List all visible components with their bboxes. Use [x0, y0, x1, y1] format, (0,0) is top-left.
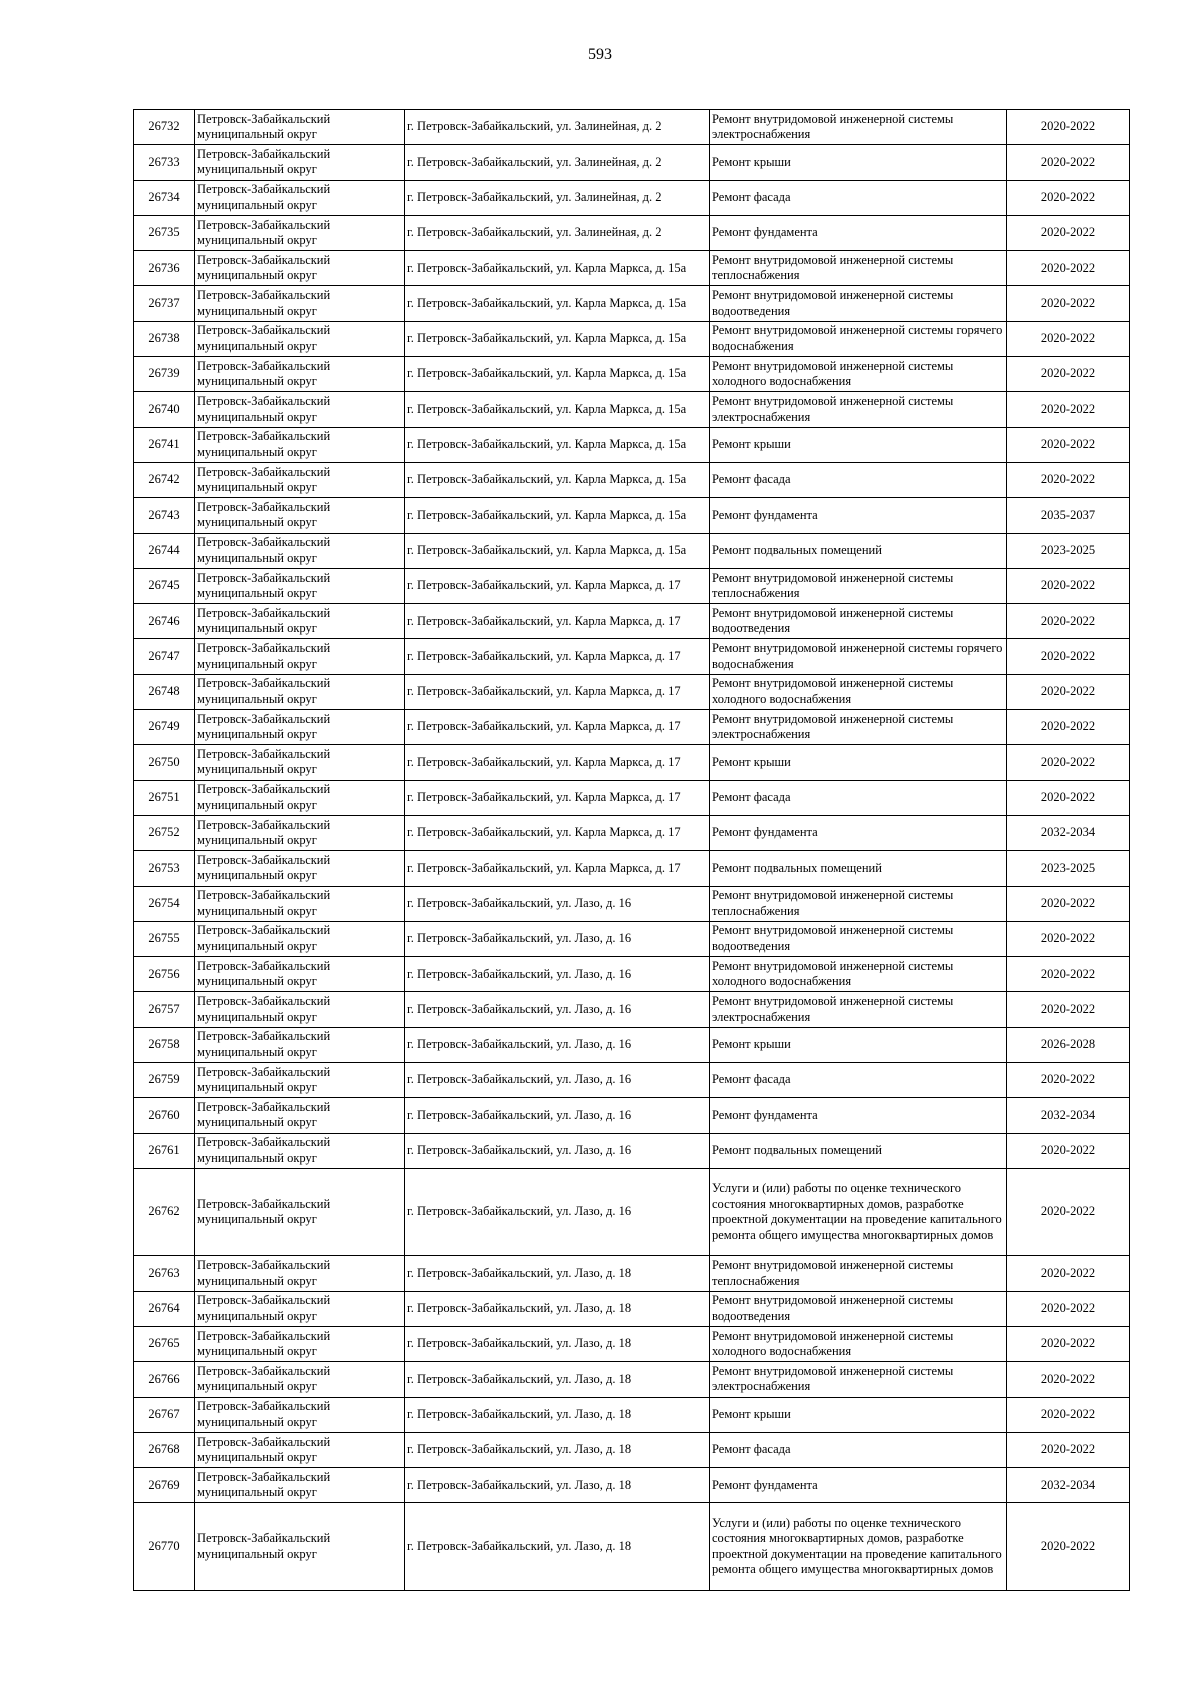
- table-body: [134, 110, 1130, 1591]
- table-row: [134, 604, 1130, 639]
- work-type-cell: Ремонт внутридомовой инженерной системы холодного водоснабжения: [710, 1327, 1007, 1362]
- table-row: [134, 1397, 1130, 1432]
- address-cell: г. Петровск-Забайкальский, ул. Залинейная, д. 2: [405, 215, 710, 250]
- municipality-cell: Петровск-Забайкальский муниципальный округ: [195, 321, 405, 356]
- table-row: [134, 639, 1130, 674]
- work-type-cell: Ремонт внутридомовой инженерной системы водоотведения: [710, 286, 1007, 321]
- address-cell: г. Петровск-Забайкальский, ул. Карла Маркса, д. 17: [405, 674, 710, 709]
- period-cell: 2020-2022: [1007, 604, 1130, 639]
- row-number: 26751: [134, 780, 195, 815]
- period-cell: 2020-2022: [1007, 1256, 1130, 1291]
- work-type-cell: Услуги и (или) работы по оценке технического состояния многоквартирных домов, разработке проектной документации на проведение капитального ремонта общего имущества многоквартирных домов: [710, 1168, 1007, 1256]
- work-type-cell: Ремонт внутридомовой инженерной системы электроснабжения: [710, 992, 1007, 1027]
- period-cell: 2020-2022: [1007, 321, 1130, 356]
- period-cell: 2020-2022: [1007, 1168, 1130, 1256]
- table-row: [134, 921, 1130, 956]
- municipality-cell: Петровск-Забайкальский муниципальный округ: [195, 1098, 405, 1133]
- address-cell: г. Петровск-Забайкальский, ул. Карла Маркса, д. 17: [405, 604, 710, 639]
- period-cell: 2020-2022: [1007, 1397, 1130, 1432]
- period-cell: 2020-2022: [1007, 1432, 1130, 1467]
- table-row: [134, 568, 1130, 603]
- row-number: 26739: [134, 357, 195, 392]
- municipality-cell: Петровск-Забайкальский муниципальный округ: [195, 1503, 405, 1591]
- address-cell: г. Петровск-Забайкальский, ул. Карла Маркса, д. 17: [405, 710, 710, 745]
- address-cell: г. Петровск-Забайкальский, ул. Лазо, д. 16: [405, 886, 710, 921]
- address-cell: г. Петровск-Забайкальский, ул. Лазо, д. 18: [405, 1397, 710, 1432]
- address-cell: г. Петровск-Забайкальский, ул. Лазо, д. 18: [405, 1468, 710, 1503]
- work-type-cell: Ремонт крыши: [710, 1027, 1007, 1062]
- address-cell: г. Петровск-Забайкальский, ул. Лазо, д. 18: [405, 1432, 710, 1467]
- period-cell: 2020-2022: [1007, 1362, 1130, 1397]
- period-cell: 2020-2022: [1007, 1327, 1130, 1362]
- row-number: 26743: [134, 498, 195, 533]
- work-type-cell: Ремонт внутридомовой инженерной системы теплоснабжения: [710, 568, 1007, 603]
- period-cell: 2020-2022: [1007, 886, 1130, 921]
- table-row: [134, 427, 1130, 462]
- row-number: 26752: [134, 815, 195, 850]
- period-cell: 2020-2022: [1007, 780, 1130, 815]
- row-number: 26762: [134, 1168, 195, 1256]
- work-type-cell: Ремонт внутридомовой инженерной системы холодного водоснабжения: [710, 357, 1007, 392]
- work-type-cell: Ремонт подвальных помещений: [710, 533, 1007, 568]
- row-number: 26760: [134, 1098, 195, 1133]
- row-number: 26744: [134, 533, 195, 568]
- work-type-cell: Ремонт крыши: [710, 427, 1007, 462]
- row-number: 26770: [134, 1503, 195, 1591]
- address-cell: г. Петровск-Забайкальский, ул. Лазо, д. 18: [405, 1327, 710, 1362]
- municipality-cell: Петровск-Забайкальский муниципальный округ: [195, 110, 405, 145]
- table-row: [134, 180, 1130, 215]
- row-number: 26761: [134, 1133, 195, 1168]
- table-row: [134, 1133, 1130, 1168]
- work-type-cell: Ремонт внутридомовой инженерной системы горячего водоснабжения: [710, 639, 1007, 674]
- work-type-cell: Ремонт внутридомовой инженерной системы теплоснабжения: [710, 251, 1007, 286]
- address-cell: г. Петровск-Забайкальский, ул. Карла Маркса, д. 15а: [405, 251, 710, 286]
- work-type-cell: Ремонт фасада: [710, 1063, 1007, 1098]
- address-cell: г. Петровск-Забайкальский, ул. Карла Маркса, д. 17: [405, 780, 710, 815]
- row-number: 26734: [134, 180, 195, 215]
- table-row: [134, 1432, 1130, 1467]
- table-row: [134, 745, 1130, 780]
- table-row: [134, 1027, 1130, 1062]
- table-row: [134, 533, 1130, 568]
- table-row: [134, 815, 1130, 850]
- row-number: 26736: [134, 251, 195, 286]
- municipality-cell: Петровск-Забайкальский муниципальный округ: [195, 1432, 405, 1467]
- period-cell: 2020-2022: [1007, 1291, 1130, 1326]
- work-type-cell: Ремонт крыши: [710, 1397, 1007, 1432]
- municipality-cell: Петровск-Забайкальский муниципальный округ: [195, 498, 405, 533]
- municipality-cell: Петровск-Забайкальский муниципальный округ: [195, 674, 405, 709]
- row-number: 26766: [134, 1362, 195, 1397]
- row-number: 26757: [134, 992, 195, 1027]
- work-type-cell: Ремонт фасада: [710, 780, 1007, 815]
- address-cell: г. Петровск-Забайкальский, ул. Лазо, д. 18: [405, 1291, 710, 1326]
- period-cell: 2020-2022: [1007, 286, 1130, 321]
- address-cell: г. Петровск-Забайкальский, ул. Карла Маркса, д. 17: [405, 745, 710, 780]
- address-cell: г. Петровск-Забайкальский, ул. Карла Маркса, д. 15а: [405, 427, 710, 462]
- row-number: 26768: [134, 1432, 195, 1467]
- table-row: [134, 251, 1130, 286]
- address-cell: г. Петровск-Забайкальский, ул. Лазо, д. 18: [405, 1256, 710, 1291]
- table-row: [134, 1256, 1130, 1291]
- period-cell: 2020-2022: [1007, 674, 1130, 709]
- row-number: 26769: [134, 1468, 195, 1503]
- row-number: 26747: [134, 639, 195, 674]
- table-row: [134, 992, 1130, 1027]
- address-cell: г. Петровск-Забайкальский, ул. Лазо, д. 16: [405, 1133, 710, 1168]
- work-type-cell: Ремонт внутридомовой инженерной системы теплоснабжения: [710, 886, 1007, 921]
- municipality-cell: Петровск-Забайкальский муниципальный округ: [195, 745, 405, 780]
- row-number: 26742: [134, 462, 195, 497]
- municipality-cell: Петровск-Забайкальский муниципальный округ: [195, 568, 405, 603]
- address-cell: г. Петровск-Забайкальский, ул. Карла Маркса, д. 15а: [405, 498, 710, 533]
- municipality-cell: Петровск-Забайкальский муниципальный округ: [195, 180, 405, 215]
- address-cell: г. Петровск-Забайкальский, ул. Карла Маркса, д. 17: [405, 568, 710, 603]
- municipality-cell: Петровск-Забайкальский муниципальный округ: [195, 992, 405, 1027]
- address-cell: г. Петровск-Забайкальский, ул. Лазо, д. 16: [405, 1098, 710, 1133]
- address-cell: г. Петровск-Забайкальский, ул. Карла Маркса, д. 15а: [405, 462, 710, 497]
- work-type-cell: Ремонт фундамента: [710, 498, 1007, 533]
- row-number: 26765: [134, 1327, 195, 1362]
- period-cell: 2020-2022: [1007, 251, 1130, 286]
- row-number: 26755: [134, 921, 195, 956]
- row-number: 26763: [134, 1256, 195, 1291]
- row-number: 26733: [134, 145, 195, 180]
- period-cell: 2020-2022: [1007, 427, 1130, 462]
- period-cell: 2020-2022: [1007, 639, 1130, 674]
- municipality-cell: Петровск-Забайкальский муниципальный округ: [195, 392, 405, 427]
- table-row: [134, 1168, 1130, 1256]
- municipality-cell: Петровск-Забайкальский муниципальный округ: [195, 533, 405, 568]
- period-cell: 2032-2034: [1007, 1098, 1130, 1133]
- row-number: 26756: [134, 957, 195, 992]
- table-row: [134, 462, 1130, 497]
- period-cell: 2020-2022: [1007, 568, 1130, 603]
- table-row: [134, 392, 1130, 427]
- address-cell: г. Петровск-Забайкальский, ул. Карла Маркса, д. 15а: [405, 533, 710, 568]
- municipality-cell: Петровск-Забайкальский муниципальный округ: [195, 286, 405, 321]
- municipality-cell: Петровск-Забайкальский муниципальный округ: [195, 357, 405, 392]
- row-number: 26754: [134, 886, 195, 921]
- table-row: [134, 1468, 1130, 1503]
- period-cell: 2020-2022: [1007, 710, 1130, 745]
- period-cell: 2020-2022: [1007, 921, 1130, 956]
- table-row: [134, 498, 1130, 533]
- row-number: 26741: [134, 427, 195, 462]
- municipality-cell: Петровск-Забайкальский муниципальный округ: [195, 1468, 405, 1503]
- municipality-cell: Петровск-Забайкальский муниципальный округ: [195, 780, 405, 815]
- municipality-cell: Петровск-Забайкальский муниципальный округ: [195, 815, 405, 850]
- period-cell: 2020-2022: [1007, 992, 1130, 1027]
- period-cell: 2032-2034: [1007, 1468, 1130, 1503]
- work-type-cell: Ремонт внутридомовой инженерной системы электроснабжения: [710, 110, 1007, 145]
- address-cell: г. Петровск-Забайкальский, ул. Лазо, д. 16: [405, 1027, 710, 1062]
- address-cell: г. Петровск-Забайкальский, ул. Карла Маркса, д. 17: [405, 815, 710, 850]
- municipality-cell: Петровск-Забайкальский муниципальный округ: [195, 604, 405, 639]
- period-cell: 2020-2022: [1007, 392, 1130, 427]
- row-number: 26737: [134, 286, 195, 321]
- row-number: 26746: [134, 604, 195, 639]
- municipality-cell: Петровск-Забайкальский муниципальный округ: [195, 251, 405, 286]
- municipality-cell: Петровск-Забайкальский муниципальный округ: [195, 957, 405, 992]
- work-type-cell: Ремонт внутридомовой инженерной системы теплоснабжения: [710, 1256, 1007, 1291]
- work-type-cell: Ремонт внутридомовой инженерной системы электроснабжения: [710, 392, 1007, 427]
- municipality-cell: Петровск-Забайкальский муниципальный округ: [195, 1168, 405, 1256]
- municipality-cell: Петровск-Забайкальский муниципальный округ: [195, 145, 405, 180]
- municipality-cell: Петровск-Забайкальский муниципальный округ: [195, 1397, 405, 1432]
- address-cell: г. Петровск-Забайкальский, ул. Лазо, д. 18: [405, 1503, 710, 1591]
- address-cell: г. Петровск-Забайкальский, ул. Залинейная, д. 2: [405, 110, 710, 145]
- work-type-cell: Ремонт крыши: [710, 745, 1007, 780]
- period-cell: 2020-2022: [1007, 957, 1130, 992]
- municipality-cell: Петровск-Забайкальский муниципальный округ: [195, 215, 405, 250]
- period-cell: 2026-2028: [1007, 1027, 1130, 1062]
- period-cell: 2020-2022: [1007, 180, 1130, 215]
- municipality-cell: Петровск-Забайкальский муниципальный округ: [195, 1327, 405, 1362]
- period-cell: 2020-2022: [1007, 1503, 1130, 1591]
- address-cell: г. Петровск-Забайкальский, ул. Карла Маркса, д. 15а: [405, 392, 710, 427]
- table-row: [134, 321, 1130, 356]
- work-type-cell: Ремонт фундамента: [710, 215, 1007, 250]
- municipality-cell: Петровск-Забайкальский муниципальный округ: [195, 1291, 405, 1326]
- work-type-cell: Ремонт внутридомовой инженерной системы водоотведения: [710, 921, 1007, 956]
- table-row: [134, 710, 1130, 745]
- address-cell: г. Петровск-Забайкальский, ул. Лазо, д. 16: [405, 957, 710, 992]
- row-number: 26767: [134, 1397, 195, 1432]
- row-number: 26749: [134, 710, 195, 745]
- work-type-cell: Ремонт фасада: [710, 462, 1007, 497]
- work-type-cell: Ремонт подвальных помещений: [710, 851, 1007, 886]
- period-cell: 2032-2034: [1007, 815, 1130, 850]
- work-type-cell: Ремонт фундамента: [710, 815, 1007, 850]
- row-number: 26735: [134, 215, 195, 250]
- work-type-cell: Ремонт внутридомовой инженерной системы водоотведения: [710, 604, 1007, 639]
- table-row: [134, 780, 1130, 815]
- table-row: [134, 1291, 1130, 1326]
- work-type-cell: Ремонт фундамента: [710, 1468, 1007, 1503]
- row-number: 26745: [134, 568, 195, 603]
- table-row: [134, 674, 1130, 709]
- table-row: [134, 1327, 1130, 1362]
- period-cell: 2020-2022: [1007, 110, 1130, 145]
- row-number: 26764: [134, 1291, 195, 1326]
- table-row: [134, 1362, 1130, 1397]
- address-cell: г. Петровск-Забайкальский, ул. Лазо, д. 18: [405, 1362, 710, 1397]
- period-cell: 2020-2022: [1007, 462, 1130, 497]
- work-type-cell: Ремонт внутридомовой инженерной системы водоотведения: [710, 1291, 1007, 1326]
- period-cell: 2035-2037: [1007, 498, 1130, 533]
- row-number: 26750: [134, 745, 195, 780]
- work-type-cell: Ремонт фасада: [710, 1432, 1007, 1467]
- address-cell: г. Петровск-Забайкальский, ул. Лазо, д. 16: [405, 1168, 710, 1256]
- address-cell: г. Петровск-Забайкальский, ул. Лазо, д. 16: [405, 921, 710, 956]
- table-row: [134, 1503, 1130, 1591]
- table-row: [134, 286, 1130, 321]
- work-type-cell: Ремонт фасада: [710, 180, 1007, 215]
- municipality-cell: Петровск-Забайкальский муниципальный округ: [195, 886, 405, 921]
- address-cell: г. Петровск-Забайкальский, ул. Карла Маркса, д. 17: [405, 639, 710, 674]
- municipality-cell: Петровск-Забайкальский муниципальный округ: [195, 1133, 405, 1168]
- work-type-cell: Ремонт крыши: [710, 145, 1007, 180]
- municipality-cell: Петровск-Забайкальский муниципальный округ: [195, 1362, 405, 1397]
- period-cell: 2020-2022: [1007, 1133, 1130, 1168]
- row-number: 26759: [134, 1063, 195, 1098]
- municipality-cell: Петровск-Забайкальский муниципальный округ: [195, 462, 405, 497]
- address-cell: г. Петровск-Забайкальский, ул. Карла Маркса, д. 15а: [405, 321, 710, 356]
- table-row: [134, 886, 1130, 921]
- row-number: 26738: [134, 321, 195, 356]
- period-cell: 2020-2022: [1007, 145, 1130, 180]
- row-number: 26748: [134, 674, 195, 709]
- work-type-cell: Ремонт подвальных помещений: [710, 1133, 1007, 1168]
- row-number: 26753: [134, 851, 195, 886]
- municipality-cell: Петровск-Забайкальский муниципальный округ: [195, 851, 405, 886]
- period-cell: 2020-2022: [1007, 745, 1130, 780]
- table-row: [134, 145, 1130, 180]
- page-number: 593: [588, 46, 612, 63]
- table-row: [134, 1098, 1130, 1133]
- table-row: [134, 357, 1130, 392]
- work-type-cell: Ремонт фундамента: [710, 1098, 1007, 1133]
- address-cell: г. Петровск-Забайкальский, ул. Лазо, д. 16: [405, 992, 710, 1027]
- municipality-cell: Петровск-Забайкальский муниципальный округ: [195, 710, 405, 745]
- address-cell: г. Петровск-Забайкальский, ул. Карла Маркса, д. 17: [405, 851, 710, 886]
- table-row: [134, 215, 1130, 250]
- work-type-cell: Ремонт внутридомовой инженерной системы холодного водоснабжения: [710, 957, 1007, 992]
- period-cell: 2023-2025: [1007, 851, 1130, 886]
- address-cell: г. Петровск-Забайкальский, ул. Лазо, д. 16: [405, 1063, 710, 1098]
- municipality-cell: Петровск-Забайкальский муниципальный округ: [195, 921, 405, 956]
- municipality-cell: Петровск-Забайкальский муниципальный округ: [195, 1256, 405, 1291]
- address-cell: г. Петровск-Забайкальский, ул. Карла Маркса, д. 15а: [405, 286, 710, 321]
- period-cell: 2020-2022: [1007, 357, 1130, 392]
- work-type-cell: Ремонт внутридомовой инженерной системы горячего водоснабжения: [710, 321, 1007, 356]
- work-type-cell: Ремонт внутридомовой инженерной системы электроснабжения: [710, 710, 1007, 745]
- address-cell: г. Петровск-Забайкальский, ул. Залинейная, д. 2: [405, 180, 710, 215]
- address-cell: г. Петровск-Забайкальский, ул. Залинейная, д. 2: [405, 145, 710, 180]
- municipality-cell: Петровск-Забайкальский муниципальный округ: [195, 639, 405, 674]
- table-row: [134, 957, 1130, 992]
- table-row: [134, 1063, 1130, 1098]
- municipality-cell: Петровск-Забайкальский муниципальный округ: [195, 427, 405, 462]
- table-row: [134, 110, 1130, 145]
- table-row: [134, 851, 1130, 886]
- work-type-cell: Услуги и (или) работы по оценке технического состояния многоквартирных домов, разработке проектной документации на проведение капитального ремонта общего имущества многоквартирных домов: [710, 1503, 1007, 1591]
- row-number: 26732: [134, 110, 195, 145]
- work-type-cell: Ремонт внутридомовой инженерной системы холодного водоснабжения: [710, 674, 1007, 709]
- period-cell: 2020-2022: [1007, 215, 1130, 250]
- row-number: 26758: [134, 1027, 195, 1062]
- row-number: 26740: [134, 392, 195, 427]
- work-type-cell: Ремонт внутридомовой инженерной системы электроснабжения: [710, 1362, 1007, 1397]
- address-cell: г. Петровск-Забайкальский, ул. Карла Маркса, д. 15а: [405, 357, 710, 392]
- repair-schedule-table: [133, 109, 1130, 1591]
- municipality-cell: Петровск-Забайкальский муниципальный округ: [195, 1027, 405, 1062]
- municipality-cell: Петровск-Забайкальский муниципальный округ: [195, 1063, 405, 1098]
- period-cell: 2023-2025: [1007, 533, 1130, 568]
- period-cell: 2020-2022: [1007, 1063, 1130, 1098]
